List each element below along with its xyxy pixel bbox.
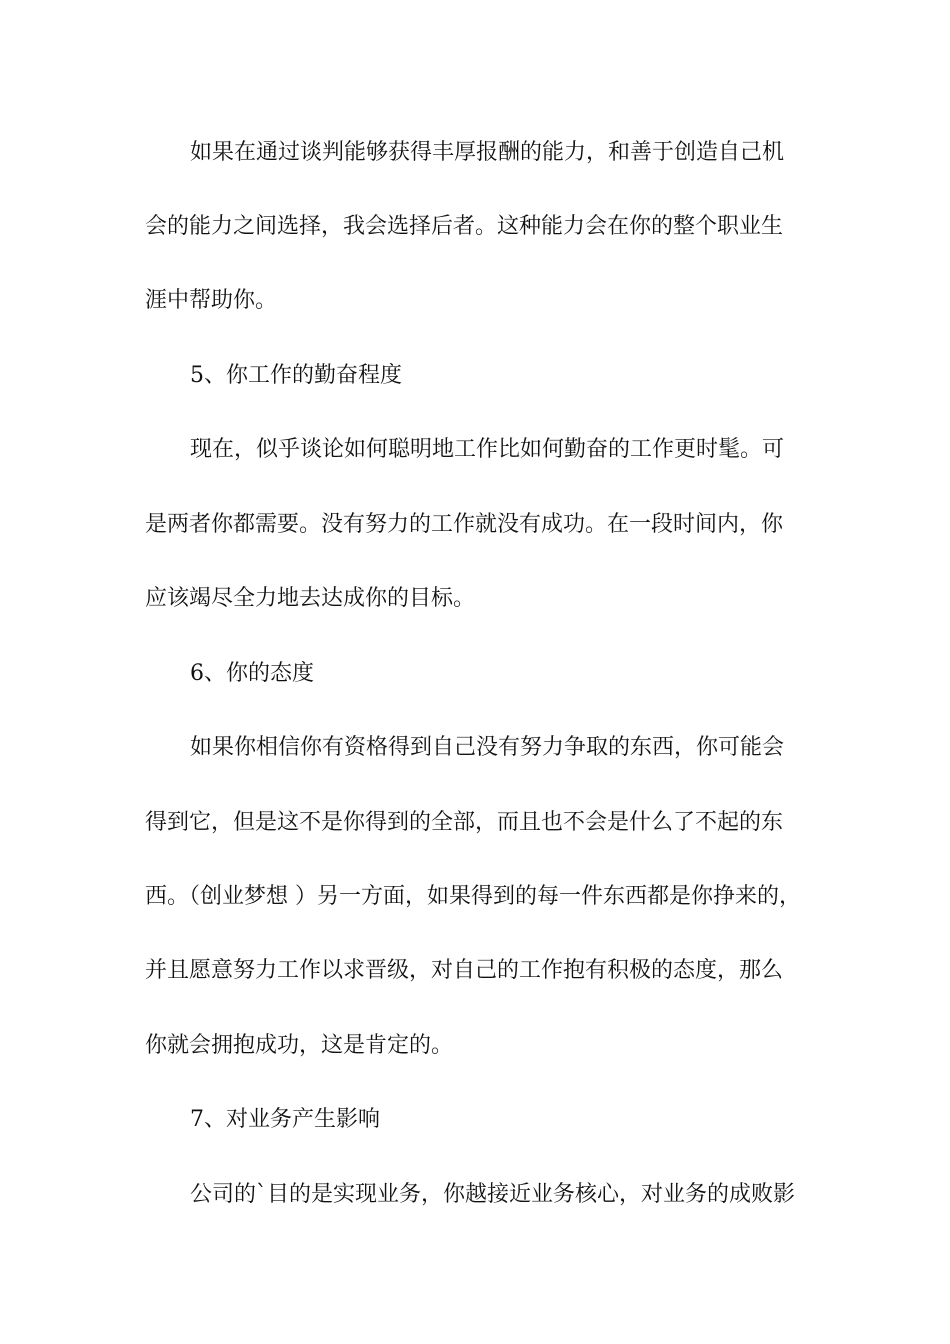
section-heading: 5、你工作的勤奋程度 (190, 363, 402, 388)
paragraph-line: 应该竭尽全力地去达成你的目标。 (145, 586, 476, 611)
paragraph-line: 你就会拥抱成功，这是肯定的。 (145, 1033, 454, 1058)
paragraph-line: 是两者你都需要。没有努力的工作就没有成功。在一段时间内，你 (145, 512, 784, 537)
paragraph-line: 得到它，但是这不是你得到的全部，而且也不会是什么了不起的东 (145, 810, 784, 835)
paragraph-line: 西。（创业梦想 ）另一方面，如果得到的每一件东西都是你挣来的， (145, 884, 801, 909)
paragraph-line: 并且愿意努力工作以求晋级，对自己的工作抱有积极的态度，那么 (145, 958, 784, 983)
paragraph-line: 如果在通过谈判能够获得丰厚报酬的能力，和善于创造自己机 (190, 140, 785, 165)
section-heading: 7、对业务产生影响 (190, 1107, 380, 1132)
paragraph-line: 会的能力之间选择，我会选择后者。这种能力会在你的整个职业生 (145, 214, 784, 239)
paragraph-line: 如果你相信你有资格得到自己没有努力争取的东西，你可能会 (190, 735, 785, 760)
section-heading: 6、你的态度 (190, 661, 314, 686)
paragraph-line: 现在，似乎谈论如何聪明地工作比如何勤奋的工作更时髦。可 (190, 437, 785, 462)
paragraph-line: 涯中帮助你。 (145, 288, 278, 313)
paragraph-line: 公司的`目的是实现业务，你越接近业务核心，对业务的成败影 (190, 1182, 796, 1207)
